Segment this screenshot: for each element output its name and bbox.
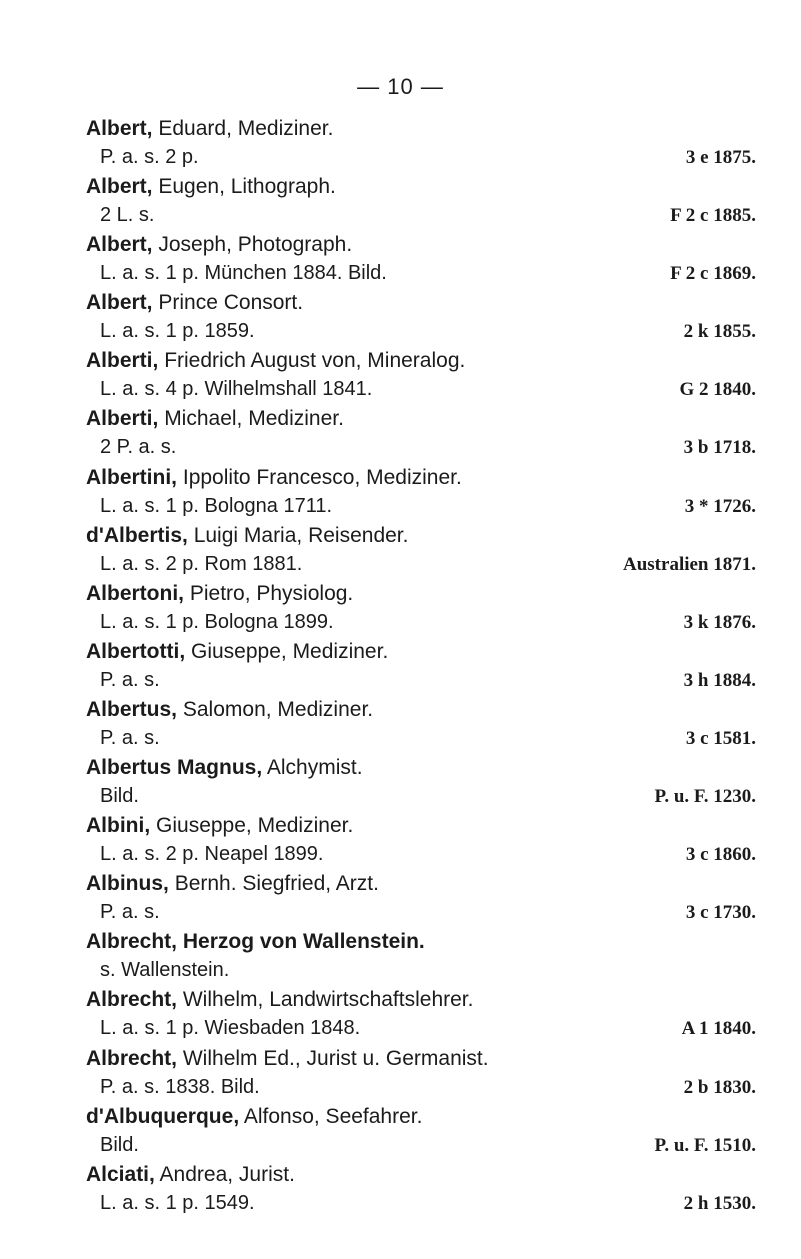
entry-reference: 2 k 1855.: [683, 321, 756, 343]
entry-detail: L. a. s. 1 p. Bologna 1711.: [100, 494, 333, 517]
entry-name: Albertus Magnus,: [86, 756, 263, 780]
entry-description: Salomon, Mediziner.: [182, 697, 374, 721]
entry-albertotti: [86, 637, 756, 695]
entry-detail: P. a. s.: [100, 901, 160, 924]
entry-alberti-michael: [86, 404, 756, 462]
entry-albrecht-wilhelm: [86, 985, 756, 1043]
entry-reference: 3 c 1860.: [685, 844, 756, 866]
entry-reference: 3 c 1581.: [685, 727, 756, 749]
entry-description: Prince Consort.: [158, 291, 304, 315]
entry-name: Albertus,: [86, 697, 178, 721]
entry-name: Albertini,: [86, 465, 178, 489]
entry-reference: 3 h 1884.: [683, 669, 756, 691]
entry-name: Albinus,: [86, 872, 169, 896]
entry-albert-eduard: [86, 114, 756, 172]
entry-name: Albertoni,: [86, 581, 184, 605]
entry-description: Bernh. Siegfried, Arzt.: [174, 872, 379, 896]
entry-description: Wilhelm, Landwirtschaftslehrer.: [182, 988, 474, 1012]
entry-name: Albert,: [86, 233, 153, 257]
entry-detail: L. a. s. 4 p. Wilhelmshall 1841.: [100, 378, 373, 401]
entry-reference: F 2 c 1885.: [670, 205, 756, 227]
entry-reference: Australien 1871.: [623, 553, 756, 575]
entry-description: Giuseppe, Mediziner.: [156, 814, 354, 838]
entry-albinus: [86, 869, 756, 927]
entry-detail: L. a. s. 2 p. Rom 1881.: [100, 552, 303, 575]
entry-reference: 3 * 1726.: [684, 495, 756, 517]
entry-detail: P. a. s. 2 p.: [100, 146, 199, 168]
entry-description: Giuseppe, Mediziner.: [191, 639, 389, 663]
entry-reference: P. u. F. 1230.: [654, 786, 756, 808]
entry-detail: 2 L. s.: [100, 204, 155, 227]
entry-description: Luigi Maria, Reisender.: [193, 523, 409, 547]
entry-description: Friedrich August von, Mineralog.: [164, 349, 466, 373]
entry-alciati: [86, 1160, 756, 1218]
entry-reference: F 2 c 1869.: [670, 263, 756, 285]
entry-d-albuquerque: [86, 1102, 756, 1160]
entry-name: Albrecht,: [86, 988, 178, 1012]
entry-albertus-magnus: [86, 753, 756, 811]
entry-cross-reference: s. Wallenstein.: [100, 959, 230, 982]
entry-albertus-salomon: [86, 695, 756, 753]
entry-name: d'Albertis,: [86, 523, 188, 547]
entry-detail: L. a. s. 1 p. München 1884. Bild.: [100, 262, 387, 285]
entry-description: Ippolito Francesco, Mediziner.: [182, 465, 462, 489]
entry-detail: L. a. s. 2 p. Neapel 1899.: [100, 843, 324, 866]
entry-name: Albert,: [86, 117, 153, 140]
entry-reference: 2 h 1530.: [683, 1192, 756, 1214]
entry-detail: L. a. s. 1 p. Bologna 1899.: [100, 610, 334, 633]
entry-name: Albertotti,: [86, 639, 186, 663]
entry-name: Albini,: [86, 814, 151, 838]
entry-detail: L. a. s. 1 p. 1859.: [100, 320, 255, 343]
entry-name: Albert,: [86, 291, 153, 315]
entry-description: Alchymist.: [266, 756, 363, 780]
entry-description: Pietro, Physiolog.: [189, 581, 354, 605]
entry-description: Eduard, Mediziner.: [158, 117, 334, 140]
entry-reference: P. u. F. 1510.: [654, 1134, 756, 1156]
entry-name: Alciati,: [86, 1162, 155, 1186]
entry-description: Alfonso, Seefahrer.: [243, 1104, 423, 1128]
entry-reference: 2 b 1830.: [683, 1076, 756, 1098]
entry-albini: [86, 811, 756, 869]
entry-albert-eugen: [86, 172, 756, 230]
entry-name: Albrecht, Herzog von Wallenstein.: [86, 930, 425, 954]
entry-albertini: [86, 463, 756, 521]
entry-reference: 3 b 1718.: [683, 437, 756, 459]
entry-alberti-friedrich: [86, 346, 756, 404]
entry-detail: P. a. s.: [100, 726, 160, 749]
entry-detail: P. a. s. 1838. Bild.: [100, 1075, 260, 1098]
entry-detail: P. a. s.: [100, 668, 160, 691]
entry-name: Albert,: [86, 175, 153, 199]
entry-description: Wilhelm Ed., Jurist u. Germanist.: [182, 1046, 489, 1070]
entry-albrecht-wallenstein: [86, 927, 756, 985]
entry-name: Alberti,: [86, 349, 159, 373]
entry-list: [86, 114, 756, 1218]
entry-description: Eugen, Lithograph.: [158, 175, 336, 199]
entry-description: Michael, Mediziner.: [164, 407, 344, 431]
page-number: — 10 —: [357, 74, 444, 99]
entry-detail: 2 P. a. s.: [100, 436, 177, 459]
entry-albertoni: [86, 579, 756, 637]
entry-detail: L. a. s. 1 p. Wiesbaden 1848.: [100, 1017, 361, 1040]
entry-description: Joseph, Photograph.: [158, 233, 353, 257]
entry-reference: A 1 1840.: [681, 1018, 756, 1040]
entry-detail: L. a. s. 1 p. 1549.: [100, 1191, 255, 1214]
entry-detail: Bild.: [100, 785, 139, 808]
entry-reference: 3 k 1876.: [683, 611, 756, 633]
entry-reference: 3 e 1875.: [685, 147, 756, 168]
entry-description: Andrea, Jurist.: [159, 1162, 295, 1186]
entry-name: d'Albuquerque,: [86, 1104, 240, 1128]
entry-detail: Bild.: [100, 1133, 139, 1156]
entry-reference: 3 c 1730.: [685, 902, 756, 924]
entry-albrecht-wilhelm-ed: [86, 1044, 756, 1102]
entry-name: Albrecht,: [86, 1046, 178, 1070]
entry-name: Alberti,: [86, 407, 159, 431]
entry-albert-joseph: [86, 230, 756, 288]
entry-reference: G 2 1840.: [679, 379, 756, 401]
entry-d-albertis: [86, 521, 756, 579]
entry-albert-prince: [86, 288, 756, 346]
